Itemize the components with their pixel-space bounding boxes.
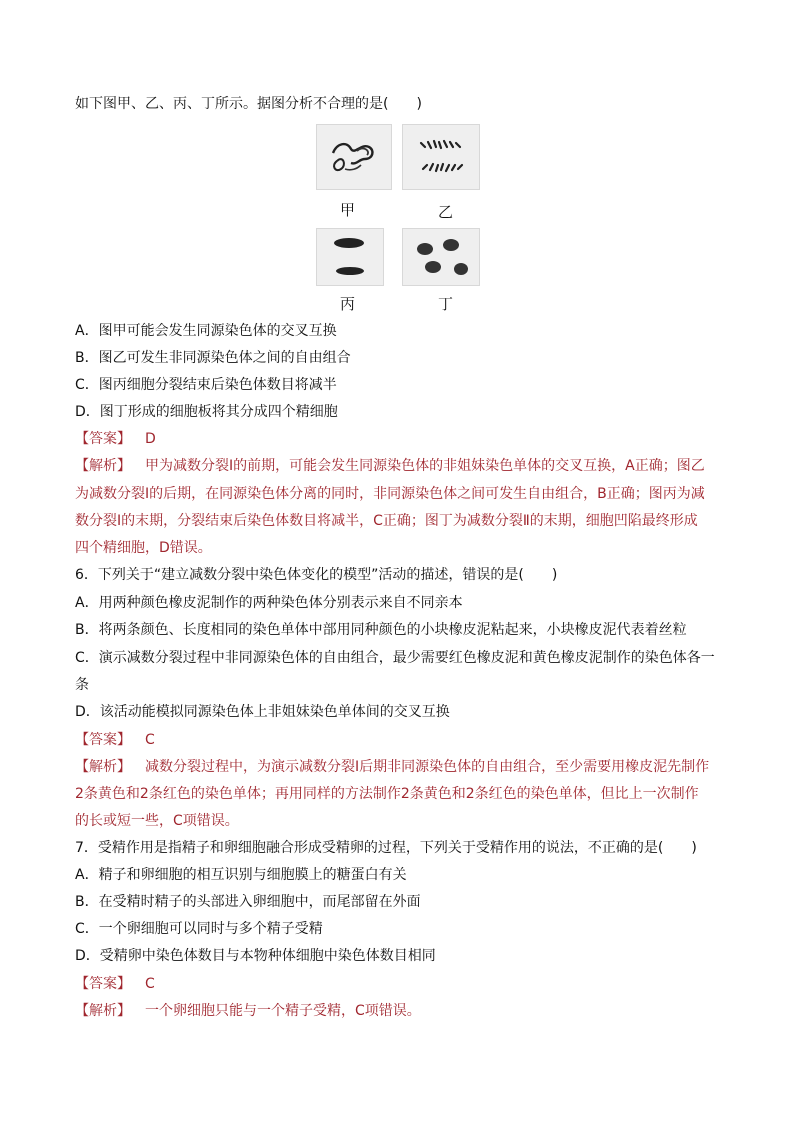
answer-label: 【答案】	[75, 976, 131, 992]
q6-stem: 6．下列关于“建立减数分裂中染色体变化的模型”活动的描述，错误的是( )	[75, 567, 558, 583]
q7-option-d: D．受精卵中染色体数目与本物种体细胞中染色体数目相同	[75, 948, 436, 964]
q5-option-b: B．图乙可发生非同源染色体之间的自由组合	[75, 350, 351, 366]
answer-value: C	[145, 732, 155, 748]
answer-value: C	[145, 976, 155, 992]
figure-bing-image	[316, 228, 384, 286]
q7-option-a: A．精子和卵细胞的相互识别与细胞膜上的糖蛋白有关	[75, 867, 407, 883]
figure-yi-label: 乙	[438, 203, 454, 221]
q6-option-d: D．该活动能模拟同源染色体上非姐妹染色单体间的交叉互换	[75, 704, 450, 720]
analysis-text: 减数分裂过程中，为演示减数分裂Ⅰ后期非同源染色体的自由组合，至少需要用橡皮泥先制作	[145, 759, 710, 775]
answer-label: 【答案】	[75, 732, 131, 748]
q5-analysis-line-1	[75, 456, 705, 476]
q5-option-d: D．图丁形成的细胞板将其分成四个精细胞	[75, 404, 338, 420]
question-intro: 如下图甲、乙、丙、丁所示。据图分析不合理的是( )	[75, 96, 422, 112]
q7-option-c: C．一个卵细胞可以同时与多个精子受精	[75, 921, 323, 937]
q7-option-b: B．在受精时精子的头部进入卵细胞中，而尾部留在外面	[75, 894, 421, 910]
q5-option-a: A．图甲可能会发生同源染色体的交叉互换	[75, 323, 337, 339]
q5-analysis-line-2: 为减数分裂Ⅰ的后期，在同源染色体分离的同时，非同源染色体之间可发生自由组合，B正确；图丙为减	[75, 486, 705, 502]
q6-analysis-line-2: 2条黄色和2条红色的染色单体；再用同样的方法制作2条黄色和2条红色的染色单体，但比上一次制作	[75, 786, 699, 802]
analysis-text: 甲为减数分裂Ⅰ的前期，可能会发生同源染色体的非姐妹染色单体的交叉互换，A正确；图乙	[145, 458, 705, 474]
q7-answer	[75, 974, 155, 994]
q5-answer	[75, 429, 156, 449]
figure-jia-label: 甲	[340, 201, 356, 219]
q6-analysis-line-1	[75, 757, 709, 777]
q5-analysis-line-3: 数分裂Ⅰ的末期，分裂结束后染色体数目将减半，C正确；图丁为减数分裂Ⅱ的末期，细胞凹陷最终形成	[75, 513, 698, 529]
q7-analysis-line-1	[75, 1001, 421, 1021]
q6-answer	[75, 730, 155, 750]
q7-stem: 7．受精作用是指精子和卵细胞融合形成受精卵的过程，下列关于受精作用的说法，不正确的是( )	[75, 840, 697, 856]
q6-option-c: C．演示减数分裂过程中非同源染色体的自由组合，最少需要红色橡皮泥和黄色橡皮泥制作的染色体各一	[75, 650, 715, 666]
q6-analysis-line-3: 的长或短一些，C项错误。	[75, 813, 239, 829]
analysis-label: 【解析】	[75, 759, 131, 775]
figure-jia-image	[316, 124, 392, 190]
q5-option-c: C．图丙细胞分裂结束后染色体数目将减半	[75, 377, 337, 393]
answer-value: D	[145, 431, 156, 447]
q5-analysis-line-4: 四个精细胞，D错误。	[75, 540, 212, 556]
analysis-text: 一个卵细胞只能与一个精子受精，C项错误。	[145, 1003, 421, 1019]
analysis-label: 【解析】	[75, 1003, 131, 1019]
q6-option-a: A．用两种颜色橡皮泥制作的两种染色体分别表示来自不同亲本	[75, 595, 463, 611]
answer-label: 【答案】	[75, 431, 131, 447]
q6-option-b: B．将两条颜色、长度相同的染色单体中部用同种颜色的小块橡皮泥粘起来，小块橡皮泥代表着丝粒	[75, 622, 687, 638]
figure-ding-label: 丁	[438, 295, 454, 313]
q6-option-c-cont: 条	[75, 677, 89, 693]
figure-bing-label: 丙	[340, 295, 356, 313]
analysis-label: 【解析】	[75, 458, 131, 474]
figure-yi-image	[402, 124, 480, 190]
figure-ding-image	[402, 228, 480, 286]
